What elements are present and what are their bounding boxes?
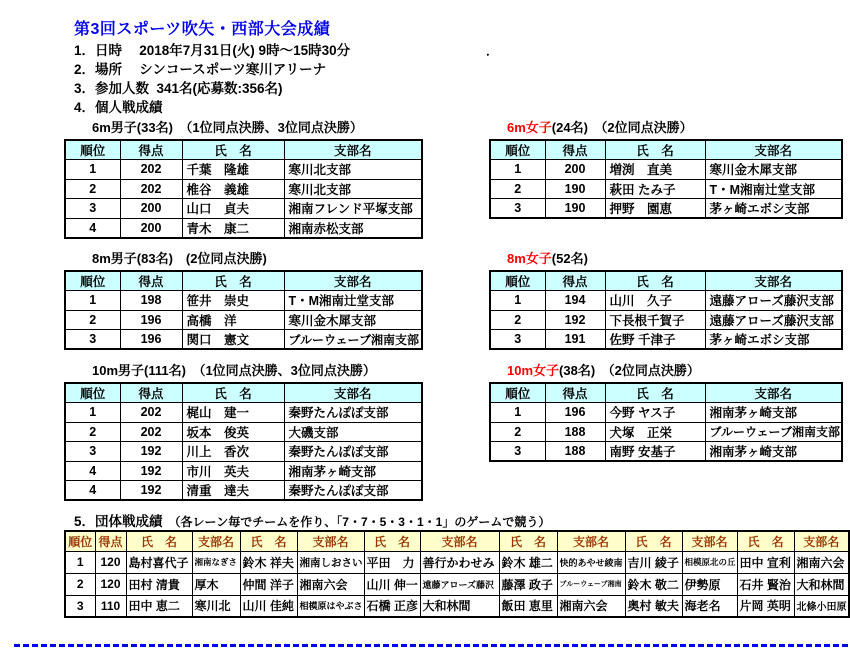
table-row bbox=[490, 199, 842, 219]
table-cell: 片岡 英明 bbox=[737, 595, 794, 617]
table-cell: 190 bbox=[545, 199, 605, 219]
table-cell: 茅ヶ崎エボシ支部 bbox=[705, 330, 842, 350]
results-table-10m-men bbox=[64, 382, 423, 501]
page-title: 第3回スポーツ吹矢・西部大会成績 bbox=[74, 21, 331, 38]
table-cell: 196 bbox=[120, 330, 182, 350]
table-cell: 大和林間 bbox=[420, 595, 499, 617]
table-cell: 遠藤アローズ藤沢 bbox=[420, 573, 499, 595]
table-row bbox=[65, 218, 422, 238]
table-caption bbox=[64, 117, 421, 136]
column-header: 氏 名 bbox=[605, 271, 705, 291]
table-cell: 3 bbox=[65, 442, 120, 462]
header-row bbox=[65, 383, 422, 403]
table-cell: 北條小田原 bbox=[794, 595, 849, 617]
category-title: 6m女子 bbox=[507, 120, 552, 135]
column-header: 得点 bbox=[95, 531, 126, 551]
info-participants: 3．参加人数 341名(応募数:356名) bbox=[74, 81, 283, 96]
results-table-8m-women bbox=[489, 270, 843, 350]
table-cell: 秦野たんぽぽ支部 bbox=[284, 481, 422, 501]
table-caption bbox=[64, 360, 421, 379]
column-header: 氏 名 bbox=[737, 531, 794, 551]
category-title: 8m男子 bbox=[92, 251, 137, 266]
column-header: 支部名 bbox=[284, 271, 422, 291]
table-cell: 今野 ヤス子 bbox=[605, 403, 705, 423]
table-cell: 島村喜代子 bbox=[126, 551, 192, 573]
entry-count: (52名) bbox=[551, 251, 588, 266]
table-caption bbox=[489, 360, 841, 379]
table-block-10m-women bbox=[489, 360, 841, 462]
column-header: 氏 名 bbox=[605, 383, 705, 403]
bottom-divider bbox=[14, 644, 848, 647]
table-cell: 1 bbox=[490, 291, 545, 311]
tiebreak-note: （2位同点決勝） bbox=[595, 363, 700, 378]
column-header: 順位 bbox=[65, 383, 120, 403]
table-cell: 石井 賢治 bbox=[737, 573, 794, 595]
entry-count: (83名) bbox=[136, 251, 173, 266]
table-cell: 山口 貞夫 bbox=[182, 199, 284, 219]
tiebreak-note: (2位同点決勝) bbox=[172, 251, 267, 266]
table-cell: 犬塚 正栄 bbox=[605, 422, 705, 442]
table-cell: 市川 英夫 bbox=[182, 461, 284, 481]
column-header: 支部名 bbox=[420, 531, 499, 551]
table-row bbox=[65, 481, 422, 501]
column-header: 支部名 bbox=[557, 531, 625, 551]
table-cell: 関口 憲文 bbox=[182, 330, 284, 350]
table-cell: 千葉 隆雄 bbox=[182, 160, 284, 180]
table-row bbox=[490, 160, 842, 180]
table-row bbox=[65, 179, 422, 199]
table-cell: 笹井 崇史 bbox=[182, 291, 284, 311]
table-cell: 鈴木 祥夫 bbox=[240, 551, 297, 573]
column-header: 氏 名 bbox=[499, 531, 557, 551]
table-cell: 202 bbox=[120, 160, 182, 180]
table-row bbox=[490, 310, 842, 330]
column-header: 氏 名 bbox=[182, 271, 284, 291]
table-cell: 田村 清貴 bbox=[126, 573, 192, 595]
table-cell: 198 bbox=[120, 291, 182, 311]
table-cell: 青木 康二 bbox=[182, 218, 284, 238]
table-row bbox=[490, 179, 842, 199]
table-cell: 192 bbox=[120, 461, 182, 481]
column-header: 氏 名 bbox=[625, 531, 682, 551]
table-cell: 寒川北 bbox=[192, 595, 240, 617]
info-venue: 2．場所 シンコースポーツ寒川アリーナ bbox=[74, 62, 327, 77]
table-cell: 2 bbox=[65, 422, 120, 442]
column-header: 氏 名 bbox=[126, 531, 192, 551]
table-cell: 南野 安基子 bbox=[605, 442, 705, 462]
table-cell: 高橋 洋 bbox=[182, 310, 284, 330]
table-cell: 石橋 正彦 bbox=[364, 595, 420, 617]
table-row bbox=[65, 310, 422, 330]
table-cell: 4 bbox=[65, 218, 120, 238]
table-cell: 188 bbox=[545, 422, 605, 442]
column-header: 支部名 bbox=[284, 140, 422, 160]
table-cell: 山川 久子 bbox=[605, 291, 705, 311]
column-header: 氏 名 bbox=[605, 140, 705, 160]
entry-count: (111名) bbox=[144, 363, 186, 378]
column-header: 得点 bbox=[120, 383, 182, 403]
table-row bbox=[490, 330, 842, 350]
table-cell: T・M湘南辻堂支部 bbox=[284, 291, 422, 311]
table-cell: 梶山 建一 bbox=[182, 403, 284, 423]
entry-count: (24名) bbox=[551, 120, 588, 135]
table-cell: 2 bbox=[65, 179, 120, 199]
table-cell: 佐野 千津子 bbox=[605, 330, 705, 350]
table-row bbox=[65, 551, 849, 573]
table-cell: 4 bbox=[65, 481, 120, 501]
column-header: 氏 名 bbox=[182, 383, 284, 403]
table-cell: 202 bbox=[120, 179, 182, 199]
table-cell: 寒川北支部 bbox=[284, 160, 422, 180]
category-title: 8m女子 bbox=[507, 251, 552, 266]
table-cell: 湘南茅ヶ崎支部 bbox=[284, 461, 422, 481]
table-cell: 遠藤アローズ藤沢支部 bbox=[705, 291, 842, 311]
table-row bbox=[490, 442, 842, 462]
column-header: 得点 bbox=[545, 271, 605, 291]
table-cell: 1 bbox=[65, 160, 120, 180]
table-cell: 伊勢原 bbox=[682, 573, 737, 595]
table-cell: 寒川北支部 bbox=[284, 179, 422, 199]
table-cell: 遠藤アローズ藤沢支部 bbox=[705, 310, 842, 330]
category-title: 6m男子 bbox=[92, 120, 137, 135]
table-cell: 1 bbox=[65, 551, 95, 573]
table-cell: 大和林間 bbox=[794, 573, 849, 595]
table-cell: 192 bbox=[120, 442, 182, 462]
header-row bbox=[65, 271, 422, 291]
column-header: 支部名 bbox=[682, 531, 737, 551]
results-table-6m-women bbox=[489, 139, 843, 219]
table-cell: 4 bbox=[65, 461, 120, 481]
table-cell: 清重 達夫 bbox=[182, 481, 284, 501]
column-header: 氏 名 bbox=[182, 140, 284, 160]
table-cell: ブルーウェーブ湘南支部 bbox=[284, 330, 422, 350]
column-header: 支部名 bbox=[705, 383, 842, 403]
table-row bbox=[65, 199, 422, 219]
team-results-heading bbox=[74, 510, 550, 530]
table-cell: 萩田 たみ子 bbox=[605, 179, 705, 199]
table-cell: 田中 恵二 bbox=[126, 595, 192, 617]
table-cell: 湘南茅ヶ崎支部 bbox=[705, 442, 842, 462]
table-cell: 120 bbox=[95, 573, 126, 595]
table-cell: 196 bbox=[545, 403, 605, 423]
table-row bbox=[65, 291, 422, 311]
table-cell: 196 bbox=[120, 310, 182, 330]
table-cell: 山川 伸一 bbox=[364, 573, 420, 595]
table-cell: 快的あやせ綾南 bbox=[557, 551, 625, 573]
table-cell: 大磯支部 bbox=[284, 422, 422, 442]
table-row bbox=[490, 291, 842, 311]
table-cell: 海老名 bbox=[682, 595, 737, 617]
table-cell: 192 bbox=[120, 481, 182, 501]
table-cell: 吉川 綾子 bbox=[625, 551, 682, 573]
table-cell: 1 bbox=[490, 403, 545, 423]
column-header: 順位 bbox=[65, 531, 95, 551]
table-cell: 相模原北の丘 bbox=[682, 551, 737, 573]
table-cell: 相模原はやぶさ bbox=[297, 595, 364, 617]
table-cell: 192 bbox=[545, 310, 605, 330]
table-cell: 藤澤 政子 bbox=[499, 573, 557, 595]
table-cell: 1 bbox=[65, 291, 120, 311]
column-header: 順位 bbox=[490, 383, 545, 403]
stray-dot: ． bbox=[486, 44, 499, 58]
table-cell: 奥村 敏夫 bbox=[625, 595, 682, 617]
header-row bbox=[65, 531, 849, 551]
table-cell: 坂本 俊英 bbox=[182, 422, 284, 442]
table-cell: 平田 力 bbox=[364, 551, 420, 573]
table-cell: 200 bbox=[545, 160, 605, 180]
column-header: 支部名 bbox=[705, 140, 842, 160]
table-block-8m-women bbox=[489, 248, 841, 350]
table-cell: 3 bbox=[490, 199, 545, 219]
column-header: 氏 名 bbox=[240, 531, 297, 551]
tiebreak-note: （1位同点決勝、3位同点決勝） bbox=[185, 363, 376, 378]
table-cell: 湘南赤松支部 bbox=[284, 218, 422, 238]
header-row bbox=[490, 383, 842, 403]
table-row bbox=[65, 461, 422, 481]
table-cell: 3 bbox=[490, 330, 545, 350]
table-cell: 寒川金木犀支部 bbox=[284, 310, 422, 330]
table-cell: 鈴木 敬二 bbox=[625, 573, 682, 595]
column-header: 順位 bbox=[490, 271, 545, 291]
table-cell: 湘南なぎさ bbox=[192, 551, 240, 573]
column-header: 順位 bbox=[65, 140, 120, 160]
category-title: 10m女子 bbox=[507, 363, 560, 378]
table-cell: 下長根千賀子 bbox=[605, 310, 705, 330]
table-cell: 3 bbox=[65, 199, 120, 219]
table-cell: 1 bbox=[490, 160, 545, 180]
entry-count: (38名) bbox=[559, 363, 596, 378]
table-cell: ブルーウェーブ湘南 bbox=[557, 573, 625, 595]
table-cell: 188 bbox=[545, 442, 605, 462]
results-table-10m-women bbox=[489, 382, 843, 462]
column-header: 順位 bbox=[65, 271, 120, 291]
table-cell: 秦野たんぽぽ支部 bbox=[284, 442, 422, 462]
table-cell: 110 bbox=[95, 595, 126, 617]
column-header: 支部名 bbox=[192, 531, 240, 551]
table-cell: 2 bbox=[65, 310, 120, 330]
team-table-block bbox=[64, 530, 850, 618]
table-cell: 湘南フレンド平塚支部 bbox=[284, 199, 422, 219]
entry-count: (33名) bbox=[136, 120, 173, 135]
info-individual-results-heading: 4．個人戦成績 bbox=[74, 100, 163, 115]
table-cell: ブルーウェーブ湘南支部 bbox=[705, 422, 842, 442]
results-table-8m-men bbox=[64, 270, 423, 350]
table-caption bbox=[64, 248, 421, 267]
table-block-6m-men bbox=[64, 117, 421, 239]
column-header: 氏 名 bbox=[364, 531, 420, 551]
table-cell: 鈴木 雄二 bbox=[499, 551, 557, 573]
table-cell: 湘南六会 bbox=[557, 595, 625, 617]
table-cell: 2 bbox=[490, 422, 545, 442]
table-cell: 厚木 bbox=[192, 573, 240, 595]
table-cell: 2 bbox=[490, 179, 545, 199]
results-table-6m-men bbox=[64, 139, 423, 239]
team-results-table bbox=[64, 530, 850, 618]
tiebreak-note: （1位同点決勝、3位同点決勝） bbox=[172, 120, 363, 135]
table-row bbox=[65, 442, 422, 462]
table-cell: 191 bbox=[545, 330, 605, 350]
team-section-note: （各レーン毎でチームを作り、「7・7・5・3・1・1」のゲームで競う） bbox=[162, 515, 551, 529]
table-cell: 寒川金木犀支部 bbox=[705, 160, 842, 180]
column-header: 支部名 bbox=[705, 271, 842, 291]
tiebreak-note: （2位同点決勝） bbox=[587, 120, 693, 135]
table-cell: 仲間 洋子 bbox=[240, 573, 297, 595]
table-cell: 湘南しおさい bbox=[297, 551, 364, 573]
column-header: 支部名 bbox=[284, 383, 422, 403]
table-row bbox=[65, 160, 422, 180]
table-cell: 3 bbox=[490, 442, 545, 462]
table-row bbox=[65, 573, 849, 595]
table-cell: 押野 園恵 bbox=[605, 199, 705, 219]
header-row bbox=[490, 271, 842, 291]
column-header: 得点 bbox=[545, 140, 605, 160]
table-cell: 秦野たんぽぽ支部 bbox=[284, 403, 422, 423]
table-cell: 1 bbox=[65, 403, 120, 423]
table-cell: 飯田 恵里 bbox=[499, 595, 557, 617]
table-caption bbox=[489, 117, 841, 136]
table-caption bbox=[489, 248, 841, 267]
column-header: 得点 bbox=[545, 383, 605, 403]
table-block-6m-women bbox=[489, 117, 841, 219]
table-cell: 湘南六会 bbox=[794, 551, 849, 573]
table-cell: 善行かわせみ bbox=[420, 551, 499, 573]
table-cell: 190 bbox=[545, 179, 605, 199]
table-block-8m-men bbox=[64, 248, 421, 350]
table-row bbox=[65, 595, 849, 617]
column-header: 順位 bbox=[490, 140, 545, 160]
header-row bbox=[65, 140, 422, 160]
column-header: 支部名 bbox=[297, 531, 364, 551]
table-row bbox=[65, 422, 422, 442]
table-cell: 川上 香次 bbox=[182, 442, 284, 462]
column-header: 支部名 bbox=[794, 531, 849, 551]
table-cell: 2 bbox=[65, 573, 95, 595]
team-section-title: 5．団体戦成績 bbox=[74, 514, 163, 529]
table-cell: 194 bbox=[545, 291, 605, 311]
table-cell: 200 bbox=[120, 199, 182, 219]
table-cell: 2 bbox=[490, 310, 545, 330]
table-block-10m-men bbox=[64, 360, 421, 501]
table-cell: 200 bbox=[120, 218, 182, 238]
table-row bbox=[490, 422, 842, 442]
table-cell: 椎谷 義雄 bbox=[182, 179, 284, 199]
table-cell: 202 bbox=[120, 403, 182, 423]
table-row bbox=[65, 330, 422, 350]
table-row bbox=[490, 403, 842, 423]
table-row bbox=[65, 403, 422, 423]
table-cell: 湘南茅ヶ崎支部 bbox=[705, 403, 842, 423]
table-cell: 3 bbox=[65, 595, 95, 617]
table-cell: 湘南六会 bbox=[297, 573, 364, 595]
table-cell: 山川 佳純 bbox=[240, 595, 297, 617]
info-date: 1．日時 2018年7月31日(火) 9時～15時30分 bbox=[74, 43, 351, 58]
table-cell: T・M湘南辻堂支部 bbox=[705, 179, 842, 199]
table-cell: 茅ヶ崎エボシ支部 bbox=[705, 199, 842, 219]
event-info bbox=[74, 41, 350, 117]
table-cell: 120 bbox=[95, 551, 126, 573]
column-header: 得点 bbox=[120, 140, 182, 160]
column-header: 得点 bbox=[120, 271, 182, 291]
table-cell: 増渕 直美 bbox=[605, 160, 705, 180]
table-cell: 田中 宣利 bbox=[737, 551, 794, 573]
table-cell: 3 bbox=[65, 330, 120, 350]
category-title: 10m男子 bbox=[92, 363, 145, 378]
header-row bbox=[490, 140, 842, 160]
table-cell: 202 bbox=[120, 422, 182, 442]
